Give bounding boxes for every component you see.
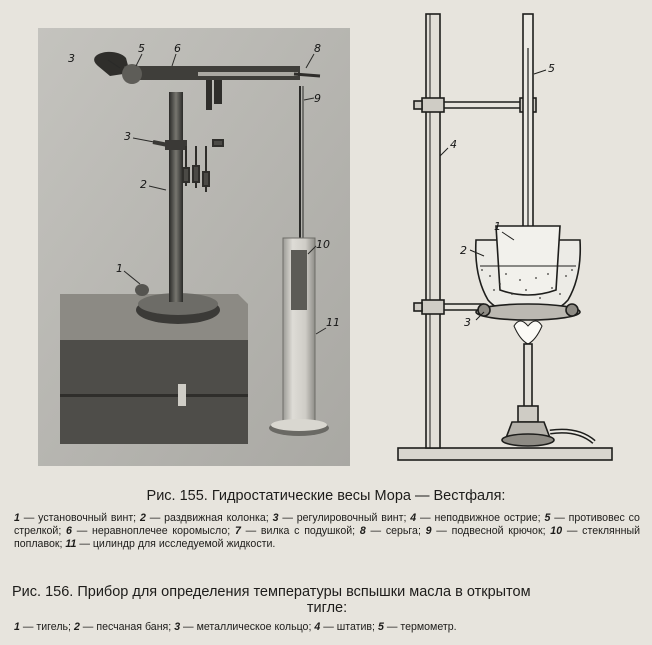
fig155-label-6: 6: [174, 42, 181, 55]
figure-156-diagram: [380, 8, 648, 470]
fig156-label-2: 2: [460, 244, 467, 257]
legend-item: 2 — песчаная баня;: [73, 621, 172, 633]
legend-item: 8 — серьга;: [359, 525, 421, 537]
legend-item: 3 — металлическое кольцо;: [174, 621, 312, 633]
figure-156-caption: [12, 584, 642, 616]
legend-item: 4 — неподвижное острие;: [410, 512, 541, 524]
fig155-label-9: 9: [314, 92, 321, 105]
flash-point-apparatus: [380, 8, 648, 470]
fig155-label-8: 8: [314, 42, 321, 55]
fig155-label-1: 1: [116, 262, 123, 275]
legend-item: 6 — неравноплечее коромысло;: [66, 525, 231, 537]
legend-item: 5 — термометр.: [377, 621, 457, 633]
legend-item: 2 — раздвижная колонка;: [139, 512, 269, 524]
figure-156-legend: [14, 621, 640, 634]
legend-item: 7 — вилка с подушкой;: [234, 525, 356, 537]
legend-item: 5 — противовес со стрелкой;: [14, 512, 640, 537]
legend-item: 9 — подвесной крючок;: [425, 525, 546, 537]
balance-illustration: [38, 28, 350, 466]
fig156-label-3: 3: [464, 316, 471, 329]
figure-156-caption-line1: Рис. 156. Прибор для определения температуры вспышки масла в открытом: [12, 584, 531, 600]
figure-155-photo: [38, 28, 350, 466]
fig155-label-3: 3: [124, 130, 131, 143]
legend-item: 11 — цилиндр для исследуемой жидкости.: [65, 538, 276, 550]
figure-155-caption: Рис. 155. Гидростатические весы Мора — Вестфаля:: [146, 488, 506, 504]
legend-item: 1 — установочный винт;: [14, 512, 137, 524]
fig155-label-10: 10: [316, 238, 330, 251]
legend-item: 4 — штатив;: [314, 621, 375, 633]
fig156-label-4: 4: [450, 138, 457, 151]
fig155-label-11: 11: [326, 316, 340, 329]
figure-156-caption-line2: тигле:: [306, 600, 348, 616]
legend-item: 1 — тигель;: [14, 621, 71, 633]
fig156-label-5: 5: [548, 62, 555, 75]
legend-item: 3 — регулировочный винт;: [272, 512, 407, 524]
fig155-label-2: 2: [140, 178, 147, 191]
legend-item: 10 — стеклянный поплавок;: [14, 525, 641, 550]
fig155-label-4: 3: [68, 52, 75, 65]
fig156-label-1: 1: [494, 220, 501, 233]
fig155-label-5: 5: [138, 42, 145, 55]
figure-155-legend: [14, 512, 640, 551]
